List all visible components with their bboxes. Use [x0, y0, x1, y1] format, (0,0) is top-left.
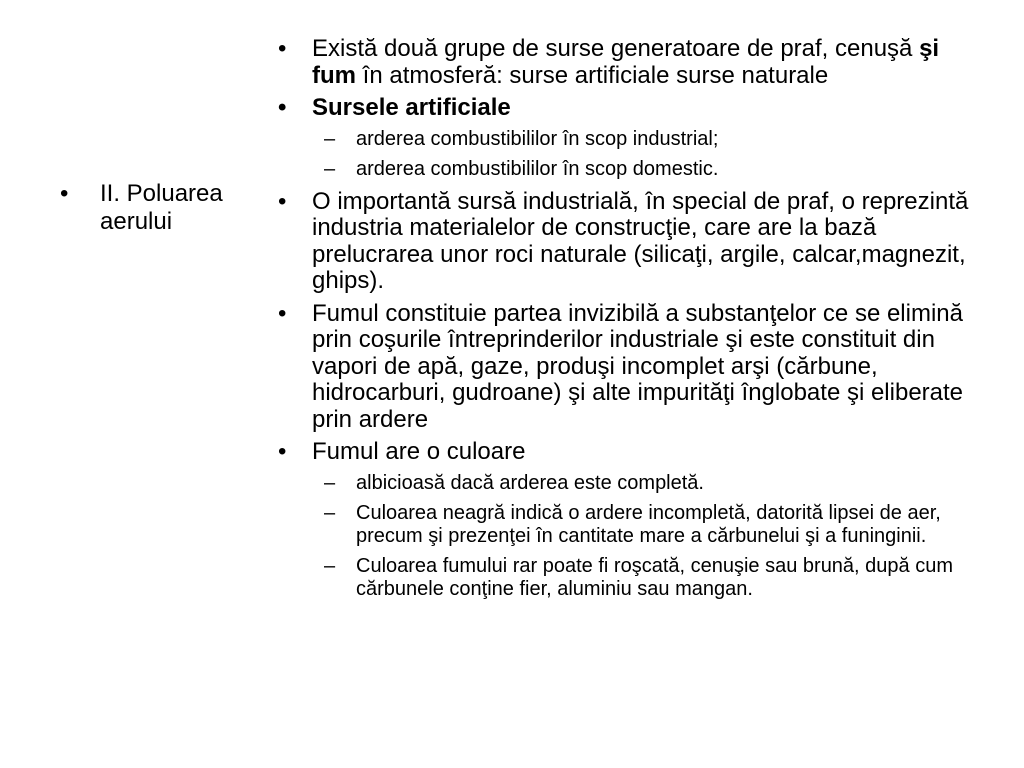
sub-list-item-text: Culoarea neagră indică o ardere incompletă, datorită lipsei de aer, precum şi prezenţei în cantitate mare a cărbunelui şi a funinginii. — [356, 502, 941, 547]
slide-title-column — [60, 180, 240, 236]
sub-list-item — [268, 158, 978, 181]
list-item — [268, 301, 978, 434]
sub-list-item-text: arderea combustibililor în scop domestic. — [356, 158, 719, 180]
list-item-text: în atmosferă: surse artificiale surse naturale — [356, 61, 829, 89]
list-item-text: Există două grupe de surse generatoare de praf, cenuşă — [312, 35, 920, 62]
list-item-text: Sursele artificiale — [312, 94, 511, 121]
bullet-icon: • — [278, 35, 287, 62]
sub-list-item-text: Culoarea fumului rar poate fi roşcată, cenuşie sau brună, după cum cărbunele conţine fier, aluminiu sau mangan. — [356, 555, 954, 600]
sub-list-item-text: arderea combustibililor în scop industrial; — [356, 127, 719, 150]
list-item-text: Fumul constituie partea invizibilă a substanţelor ce se elimină prin coşurile întreprinderilor industriale şi este constituit din vapori de apă, gaze, produşi incomplet arşi (cărbune, hidrocarburi, gudroane) şi alte impurităţi înglobate şi eliberate prin ardere — [312, 299, 964, 433]
sub-list-item — [268, 502, 978, 547]
dash-icon: – — [324, 158, 336, 180]
list-item-bold-text: şi fum — [312, 35, 940, 89]
sub-list-item-text: albicioasă dacă arderea este completă. — [356, 471, 704, 494]
list-item — [268, 439, 978, 466]
slide-title-text: II. Poluarea aerului — [100, 180, 223, 235]
dash-icon: – — [324, 127, 336, 150]
list-item — [268, 36, 978, 89]
list-item-text: Fumul are o culoare — [312, 438, 526, 465]
bullet-icon: • — [278, 94, 287, 121]
sub-list-item — [268, 472, 978, 495]
list-item — [268, 189, 978, 295]
bullet-icon: • — [278, 187, 287, 215]
content-list — [268, 36, 978, 608]
sub-list-item — [268, 555, 978, 600]
list-item-heading — [268, 95, 978, 122]
list-item-text: O importantă sursă industrială, în special de praf, o reprezintă industria materialelor de construcţie, care are la bază prelucrarea unor roci naturale (silicaţi, argile, calcar,magnezit, ghips). — [312, 187, 969, 294]
dash-icon: – — [324, 471, 336, 494]
dash-icon: – — [324, 502, 336, 524]
bullet-icon: • — [278, 299, 287, 327]
sub-list-item — [268, 128, 978, 151]
dash-icon: – — [324, 555, 336, 577]
slide-title — [60, 180, 240, 236]
bullet-icon: • — [60, 180, 69, 207]
bullet-icon: • — [278, 438, 287, 465]
